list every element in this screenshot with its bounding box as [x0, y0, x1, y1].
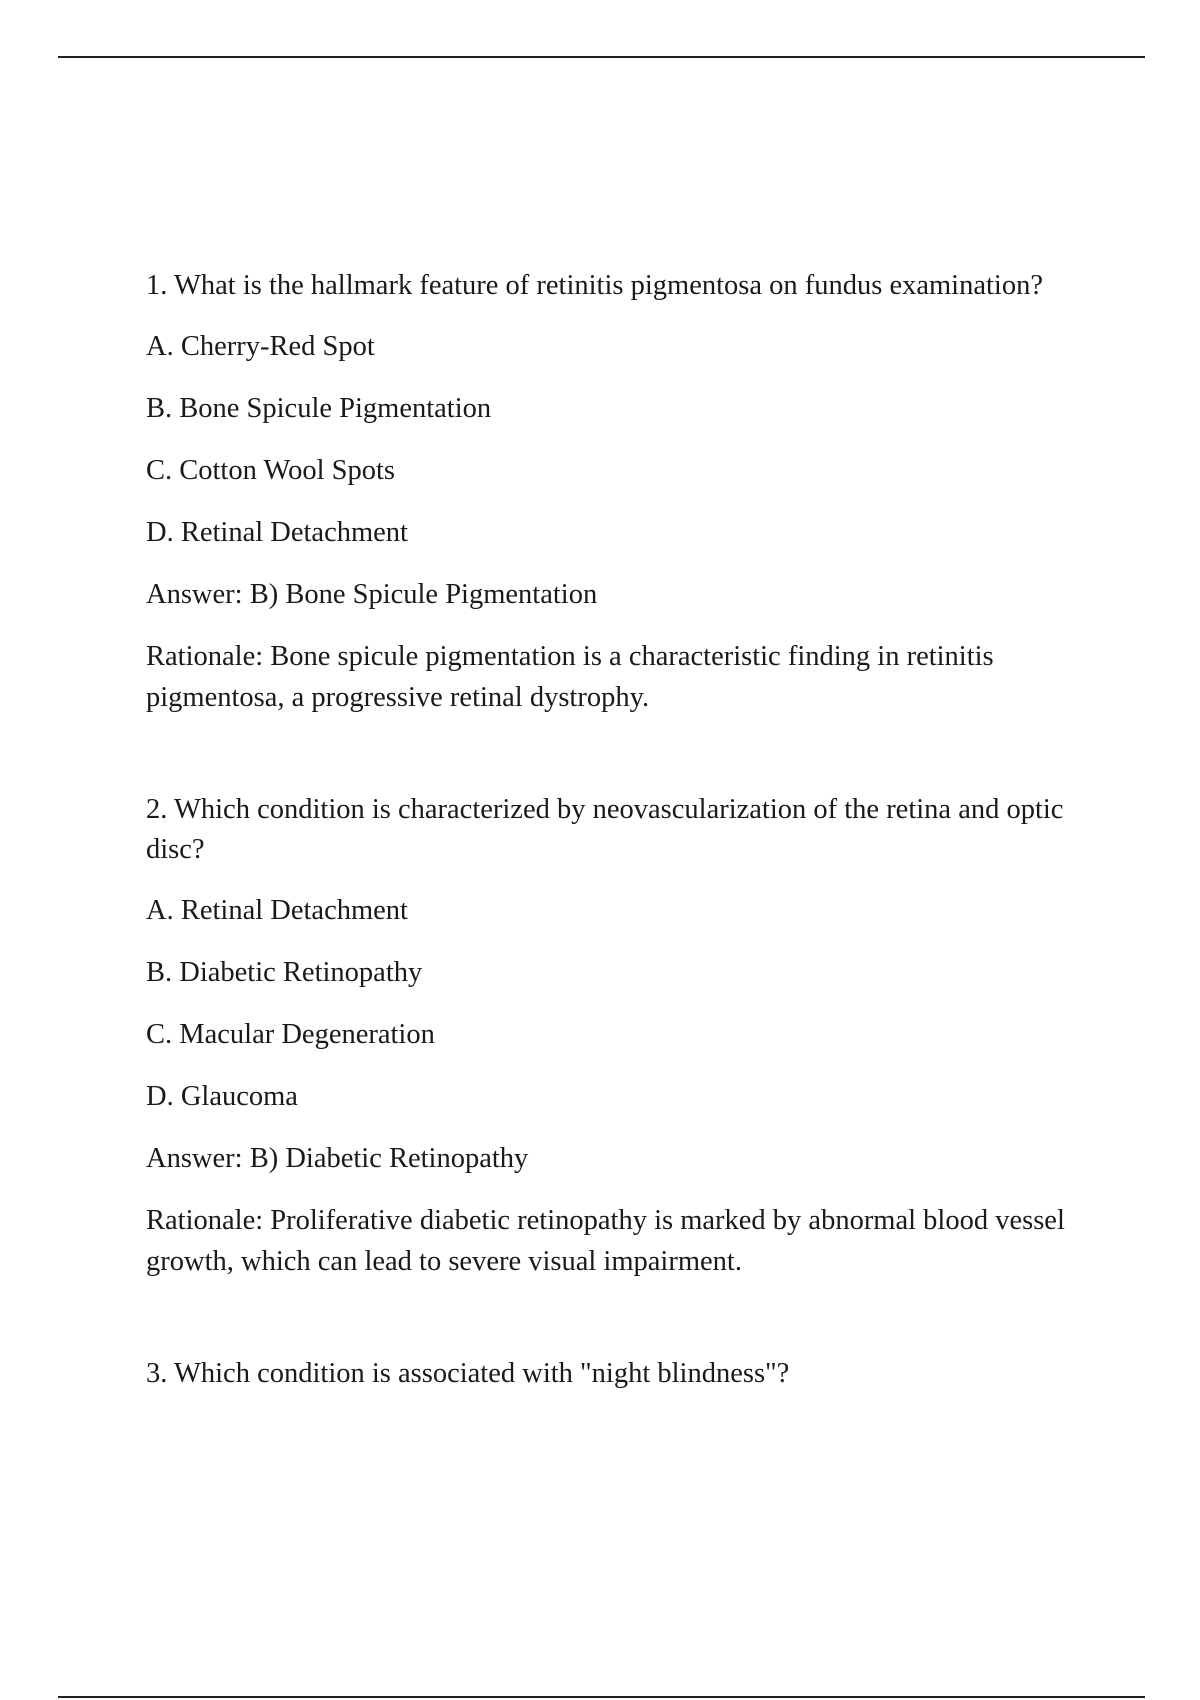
question-3: [146, 1354, 1106, 1394]
option-d: D. Retinal Detachment: [146, 517, 408, 548]
question-stem: 2. Which condition is characterized by neovascularization of the retina and optic disc?: [146, 794, 1064, 865]
rationale-text: Rationale: Bone spicule pigmentation is a characteristic finding in retinitis pigmentosa, a progressive retinal dystrophy.: [146, 641, 994, 713]
question-2: [146, 790, 1106, 1282]
option-d: D. Glaucoma: [146, 1081, 298, 1112]
question-1: [146, 266, 1106, 718]
question-stem: 3. Which condition is associated with "night blindness"?: [146, 1358, 790, 1389]
footer-rule: [58, 1696, 1145, 1698]
option-a: A. Cherry-Red Spot: [146, 331, 375, 362]
option-a: A. Retinal Detachment: [146, 895, 408, 926]
option-c: C. Cotton Wool Spots: [146, 455, 395, 486]
question-stem: 1. What is the hallmark feature of retinitis pigmentosa on fundus examination?: [146, 270, 1043, 301]
document-body: [146, 266, 1106, 1414]
answer-text: Answer: B) Bone Spicule Pigmentation: [146, 579, 598, 610]
answer-text: Answer: B) Diabetic Retinopathy: [146, 1143, 529, 1174]
option-c: C. Macular Degeneration: [146, 1019, 435, 1050]
option-b: B. Diabetic Retinopathy: [146, 957, 423, 988]
option-b: B. Bone Spicule Pigmentation: [146, 393, 492, 424]
rationale-text: Rationale: Proliferative diabetic retinopathy is marked by abnormal blood vessel growth, which can lead to severe visual impairment.: [146, 1205, 1065, 1277]
header-rule: [58, 56, 1145, 58]
